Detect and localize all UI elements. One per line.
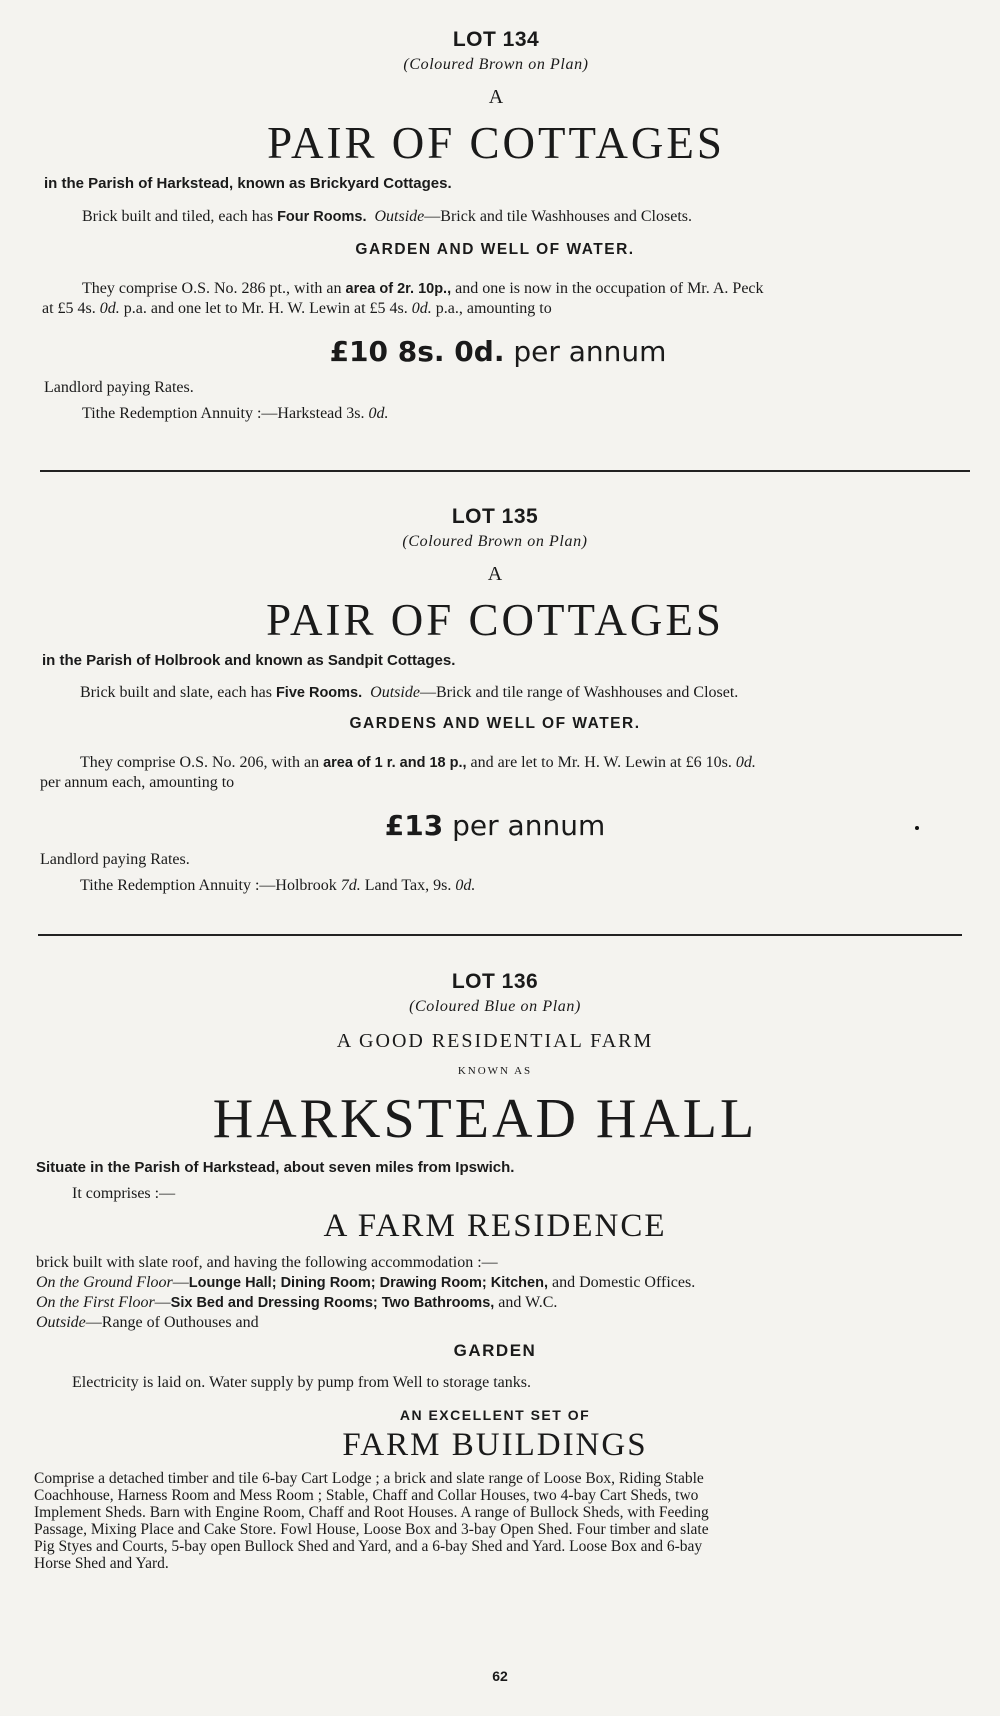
buildings-line: Horse Shed and Yard. (34, 1555, 169, 1572)
comprise-line-1: They comprise O.S. No. 206, with an area of 1 r. and 18 p., and are let to Mr. H. W. Lewin at £6 10s. 0d. (80, 754, 756, 771)
rates-note: Landlord paying Rates. (40, 851, 190, 868)
residence-heading: A FARM RESIDENCE (323, 1208, 667, 1244)
lot-number: LOT 135 (451, 505, 539, 528)
buildings-line: Pig Styes and Courts, 5-bay open Bullock Shed and Yard, and a 6-bay Shed and Yard. Loose Box and 6-bay (34, 1538, 703, 1555)
farm-buildings-heading: FARM BUILDINGS (342, 1427, 648, 1463)
rates-note: Landlord paying Rates. (44, 379, 194, 396)
comprise-line-2: per annum each, amounting to (40, 774, 235, 791)
divider (40, 470, 970, 472)
lot-134 (0, 28, 1000, 424)
tithe-line: Tithe Redemption Annuity :—Harkstead 3s. 0d. (82, 405, 389, 422)
comprise-line-1: They comprise O.S. No. 286 pt., with an area of 2r. 10p., and one is now in the occupation of Mr. A. Peck (82, 280, 764, 297)
divider (38, 934, 962, 936)
buildings-line: Implement Sheds. Barn with Engine Room, Chaff and Root Houses. A range of Bullock Sheds, with Feeding (34, 1504, 709, 1521)
description-line: Brick built and slate, each has Five Rooms. Outside—Brick and tile range of Washhouses and Closet. (80, 684, 739, 701)
garden-heading: GARDENS AND WELL OF WATER. (349, 715, 641, 732)
lot-number: LOT 134 (452, 28, 540, 51)
comprises-line: It comprises :— (72, 1185, 176, 1202)
known-as: KNOWN AS (457, 1065, 533, 1077)
plan-note: (Coloured Blue on Plan) (409, 998, 581, 1015)
article: A (488, 86, 504, 108)
rent-amount: £10 8s. 0d. per annum (329, 335, 667, 368)
comprise-line-2: at £5 4s. 0d. p.a. and one let to Mr. H. W. Lewin at £5 4s. 0d. p.a., amounting to (42, 300, 552, 317)
parish-line: in the Parish of Harkstead, known as Brickyard Cottages. (44, 175, 452, 192)
plan-note: (Coloured Brown on Plan) (402, 533, 588, 550)
buildings-line: Coachhouse, Harness Room and Mess Room ; Stable, Chaff and Collar Houses, two 4-bay Cart Sheds, two (34, 1487, 699, 1504)
excellent-heading: AN EXCELLENT SET OF (399, 1407, 591, 1423)
outside-line: Outside—Range of Outhouses and (36, 1314, 259, 1331)
page-number: 62 (492, 1668, 508, 1684)
lot-title: PAIR OF COTTAGES (267, 118, 725, 168)
buildings-line: Passage, Mixing Place and Cake Store. Fowl House, Loose Box and 3-bay Open Shed. Four timber and slate (34, 1521, 709, 1538)
residence-intro: brick built with slate roof, and having the following accommodation :— (36, 1254, 498, 1271)
rent-amount: £13 per annum (384, 809, 606, 842)
tithe-line: Tithe Redemption Annuity :—Holbrook 7d. Land Tax, 9s. 0d. (80, 877, 476, 894)
first-floor-line: On the First Floor—Six Bed and Dressing Rooms; Two Bathrooms, and W.C. (36, 1294, 558, 1311)
buildings-description (34, 1470, 1000, 1572)
plan-note: (Coloured Brown on Plan) (403, 56, 589, 73)
lot-title: PAIR OF COTTAGES (266, 595, 724, 645)
garden-heading: GARDEN AND WELL OF WATER. (355, 241, 635, 258)
electricity-line: Electricity is laid on. Water supply by pump from Well to storage tanks. (72, 1374, 531, 1391)
ground-floor-line: On the Ground Floor—Lounge Hall; Dining Room; Drawing Room; Kitchen, and Domestic Offices. (36, 1274, 696, 1291)
buildings-line: Comprise a detached timber and tile 6-bay Cart Lodge ; a brick and slate range of Loose Box, Riding Stable (34, 1470, 704, 1487)
lot-number: LOT 136 (451, 970, 539, 993)
property-title: HARKSTEAD HALL (212, 1088, 758, 1150)
lot-135 (0, 505, 1000, 896)
situate-line: Situate in the Parish of Harkstead, about seven miles from Ipswich. (36, 1159, 515, 1176)
parish-line: in the Parish of Holbrook and known as Sandpit Cottages. (42, 652, 456, 669)
description-line: Brick built and tiled, each has Four Rooms. Outside—Brick and tile Washhouses and Closets. (82, 208, 692, 225)
lot-136 (0, 970, 1000, 1572)
farm-subtitle: A GOOD RESIDENTIAL FARM (336, 1030, 654, 1052)
garden-heading: GARDEN (453, 1341, 537, 1360)
ink-speck (915, 826, 919, 830)
article: A (487, 563, 503, 585)
